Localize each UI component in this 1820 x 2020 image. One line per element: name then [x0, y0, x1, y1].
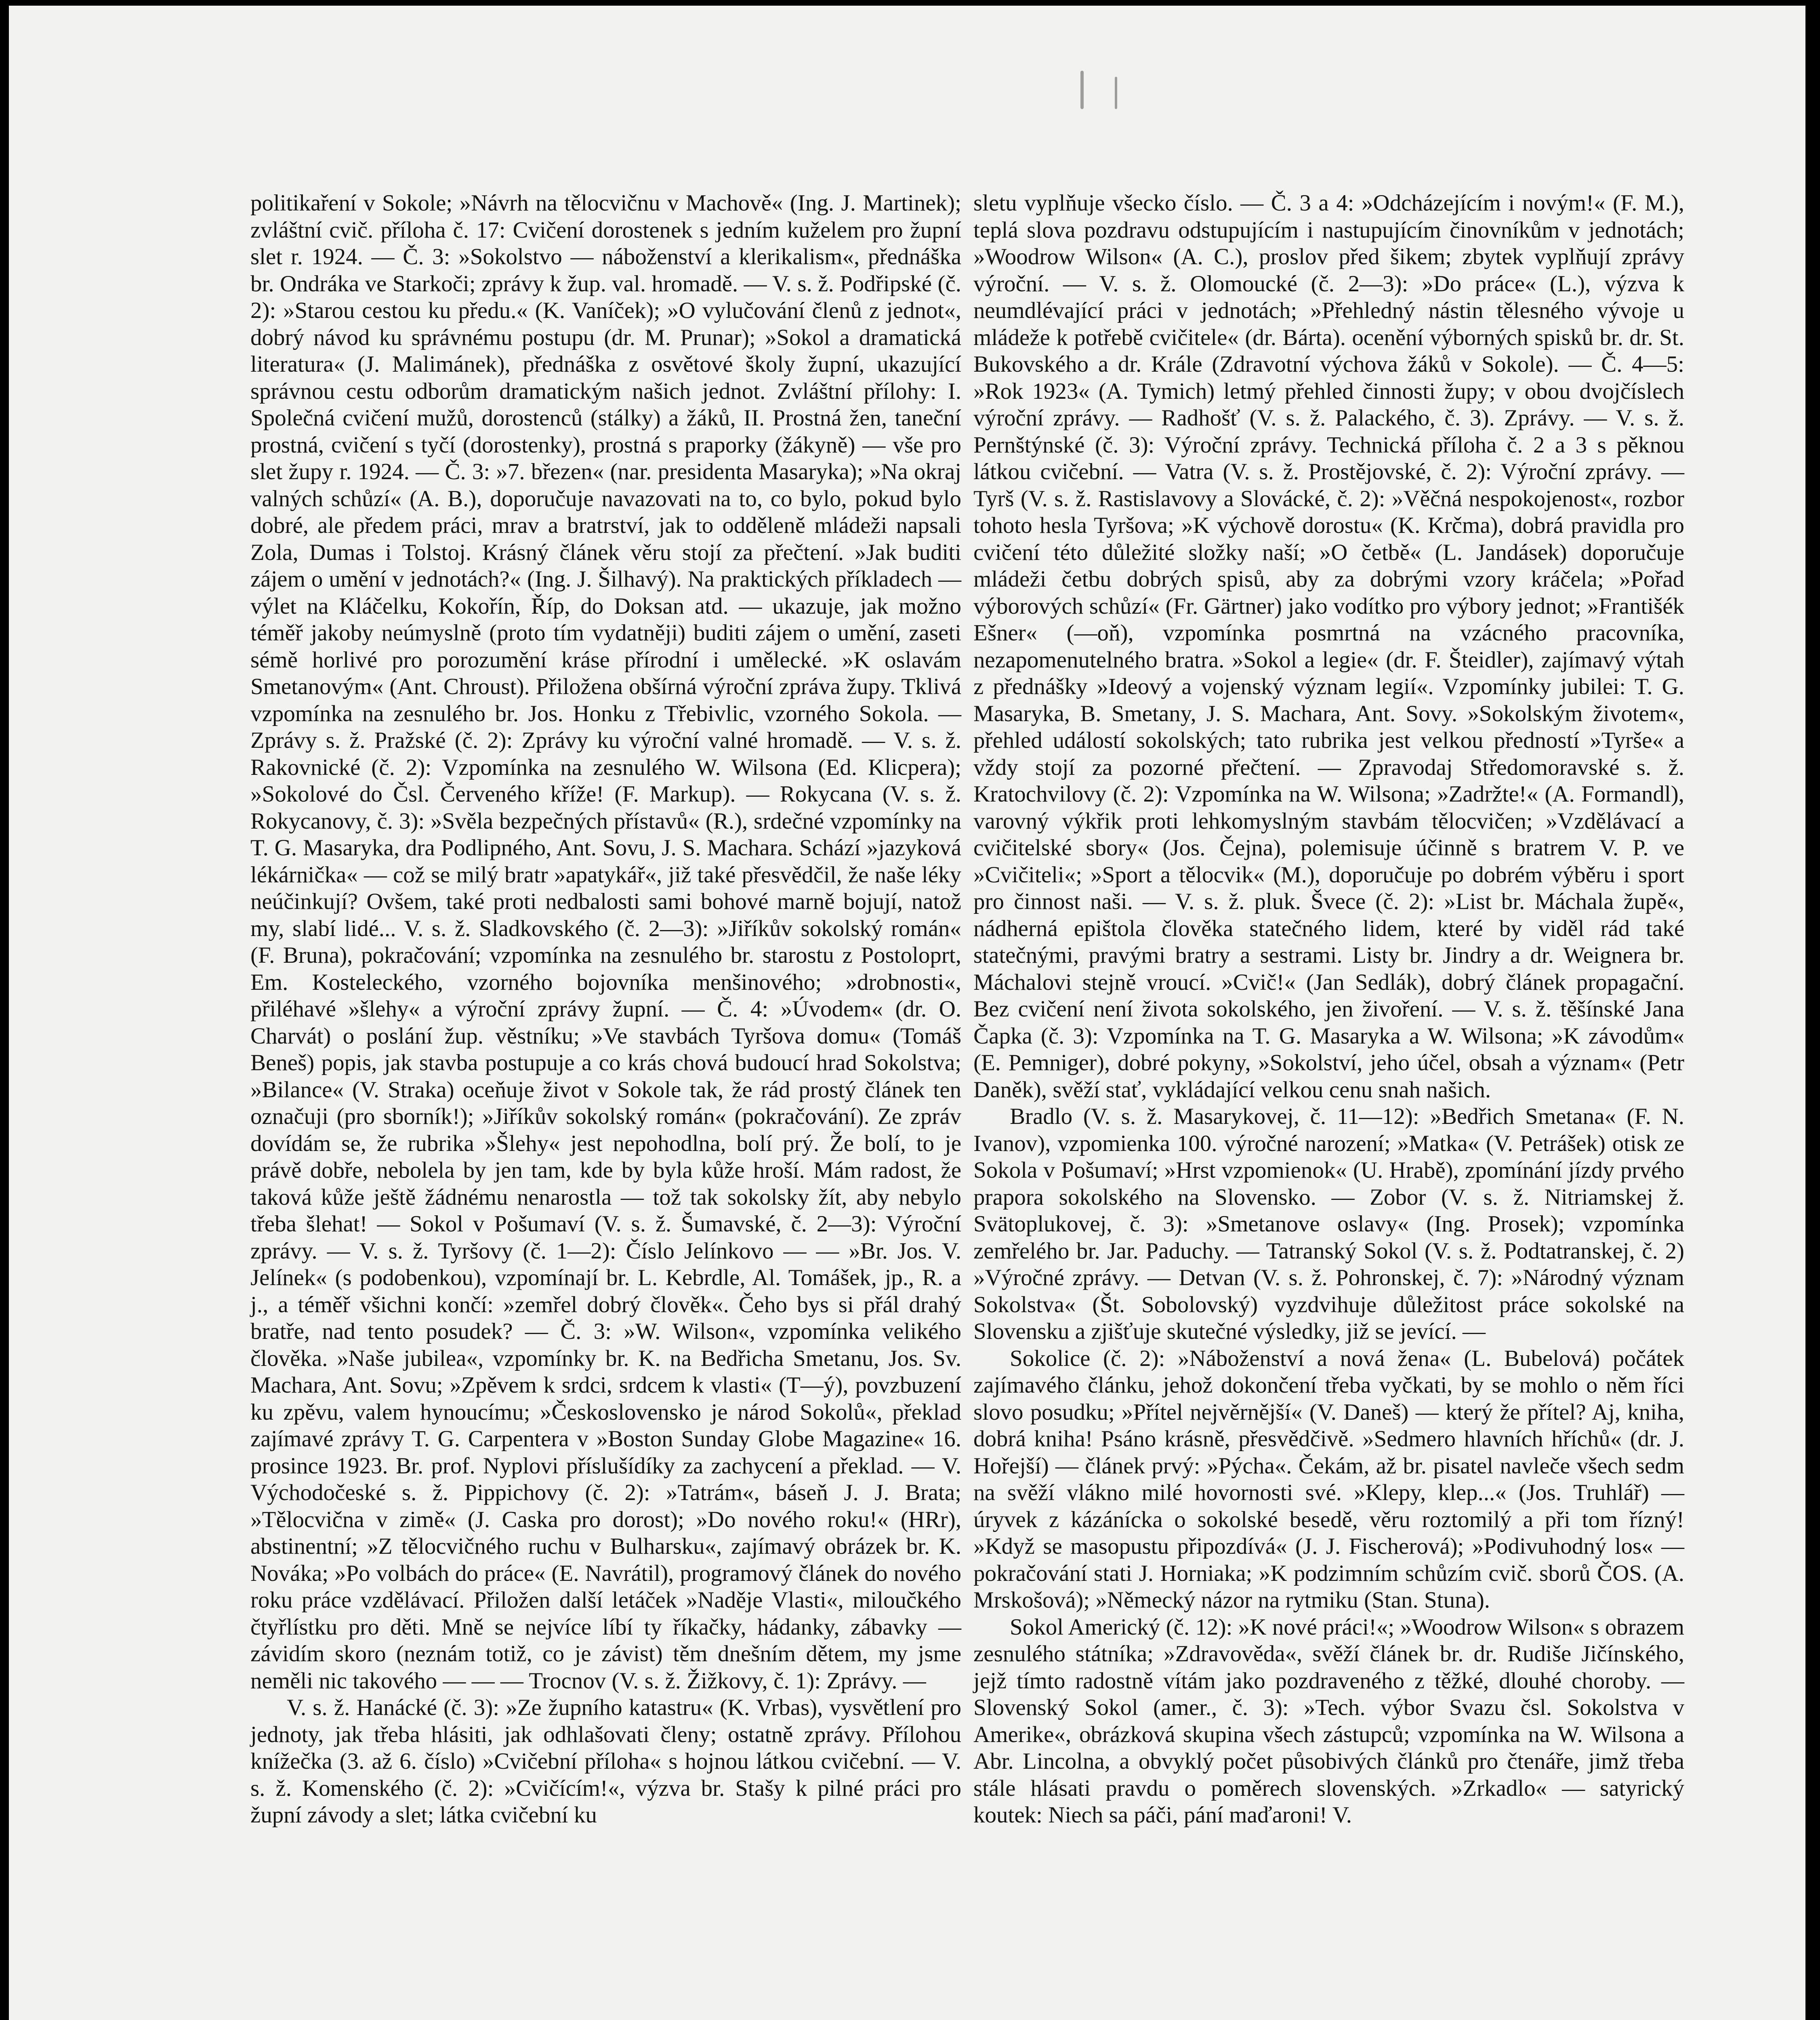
scan-mark: [1115, 77, 1117, 109]
paragraph: Sokol Americký (č. 12): »K nové práci!«; »Woodrow Wilson« s obrazem zesnulého státníka; »Zdravověda«, svěží článek br. dr. Rudiše Jičínského, jejž tímto radostně vítám jako pozdraveného z těžké, dlouhé choroby. — Slovenský Sokol (amer., č. 3): »Tech. výbor Svazu čsl. Sokolstva v Amerike«, obrázková skupina všech zástupců; vzpomínka na W. Wilsona a Abr. Lincolna, a obvyklý počet působivých článků pro čtenáře, jimž třeba stále hlásati pravdu o poměrech slovenských. »Zrkadlo« — satyrický koutek: Niech sa páči, pání maďaroni! V.: [973, 1614, 1684, 1828]
paragraph: V. s. ž. Hanácké (č. 3): »Ze župního katastru« (K. Vrbas), vysvětlení pro jednoty, jak třeba hlásiti, jak odhlašovati členy; ostatně zprávy. Přílohou knížečka (3. až 6. číslo) »Cvičební příloha« s hojnou látkou cvičební. — V. s. ž. Komenského (č. 2): »Cvičícím!«, výzva br. Stašy k pilné práci pro župní závody a slet; látka cvičební ku: [250, 1695, 961, 1828]
left-column: [250, 190, 961, 1829]
paragraph: politikaření v Sokole; »Návrh na tělocvičnu v Machově« (Ing. J. Martinek); zvláštní cvič. příloha č. 17: Cvičení dorostenek s jedním kuželem pro župní slet r. 1924. — Č. 3: »Sokolstvo — náboženství a klerikalism«, přednáška br. Ondráka ve Starkoči; zprávy k žup. val. hromadě. — V. s. ž. Podřipské (č. 2): »Starou cestou ku předu.« (K. Vaníček); »O vylučování členů z jednot«, dobrý návod ku správnému postupu (dr. M. Prunar); »Sokol a dramatická literatura« (J. Malimánek), přednáška z osvětové školy župní, ukazující správnou cestu odborům dramatickým našich jednot. Zvláštní přílohy: I. Společná cvičení mužů, dorostenců (stálky) a žáků, II. Prostná žen, taneční prostná, cvičení s tyčí (dorostenky), prostná s praporky (žákyně) — vše pro slet župy r. 1924. — Č. 3: »7. březen« (nar. presidenta Masaryka); »Na okraj valných schůzí« (A. B.), doporučuje navazovati na to, co bylo, pokud bylo dobré, ale předem práci, mrav a bratrství, jak to odděleně mládeži napsali Zola, Dumas i Tolstoj. Krásný článek věru stojí za přečtení. »Jak buditi zájem o umění v jednotách?« (Ing. J. Šilhavý). Na praktických příkladech — výlet na Kláčelku, Kokořín, Říp, do Doksan atd. — ukazuje, jak možno téměř jakoby neúmyslně (proto tím vydatněji) buditi zájem o umění, zaseti sémě horlivé pro porozumění kráse přírodní i umělecké. »K oslavám Smetanovým« (Ant. Chroust). Přiložena obšírná výroční zpráva župy. Tklivá vzpomínka na zesnulého br. Jos. Honku z Třebivlic, vzorného Sokola. — Zprávy s. ž. Pražské (č. 2): Zprávy ku výroční valné hromadě. — V. s. ž. Rakovnické (č. 2): Vzpomínka na zesnulého W. Wilsona (Ed. Klicpera); »Sokolové do Čsl. Červeného kříže! (F. Markup). — Rokycana (V. s. ž. Rokycanovy, č. 3): »Svěla bezpečných přístavů« (R.), srdečné vzpomínky na T. G. Masaryka, dra Podlipného, Ant. Sovu, J. S. Machara. Schází »jazyková lékárnička« — což se milý bratr »apatykář«, již také přesvědčil, že naše léky neúčinkují? Ovšem, také proti nedbalosti sami bohové marně bojují, natož my, slabí lidé... V. s. ž. Sladkovského (č. 2—3): »Jiříkův sokolský román« (F. Bruna), pokračování; vzpomínka na zesnulého br. starostu z Postoloprt, Em. Kosteleckého, vzorného bojovníka menšinového; »drobnosti«, přiléhavé »šlehy« a výroční zprávy župní. — Č. 4: »Úvodem« (dr. O. Charvát) o poslání žup. věstníku; »Ve stavbách Tyršova domu« (Tomáš Beneš) popis, jak stavba postupuje a co krás chová budoucí hrad Sokolstva; »Bilance« (V. Straka) oceňuje život v Sokole tak, že rád prostý článek ten označuji (pro sborník!); »Jiříkův sokolský román« (pokračování). Ze zpráv dovídám se, že rubrika »Šlehy« jest nepohodlna, bolí prý. Že bolí, to je právě dobře, nebolela by jen tam, kde by byla kůže hroší. Mám radost, že taková kůže ještě žádnému nenarostla — tož tak sokolsky žít, aby nebylo třeba šlehat! — Sokol v Pošumaví (V. s. ž. Šumavské, č. 2—3): Výroční zprávy. — V. s. ž. Tyršovy (č. 1—2): Číslo Jelínkovo — — »Br. Jos. V. Jelínek« (s podobenkou), vzpomínají br. L. Kebrdle, Al. Tomášek, jp., R. a j., a téměř všichni končí: »zemřel dobrý člověk«. Čeho bys si přál drahý bratře, nad tento posudek? — Č. 3: »W. Wilson«, vzpomínka velikého člověka. »Naše jubilea«, vzpomínky br. K. na Bedřicha Smetanu, Jos. Sv. Machara, Ant. Sovu; »Zpěvem k srdci, srdcem k vlasti« (T—ý), povzbuzení ku zpěvu, valem hynoucímu; »Československo je národ Sokolů«, překlad zajímavé zprávy T. G. Carpentera v »Boston Sunday Globe Magazine« 16. prosince 1923. Br. prof. Nyplovi příslušídíky za zachycení a překlad. — V. Východočeské s. ž. Pippichovy (č. 2): »Tatrám«, báseň J. J. Brata; »Tělocvična v zimě« (J. Caska pro dorost); »Do nového roku!« (HRr), abstinentní; »Z tělocvičného ruchu v Bulharsku«, zajímavý obrázek br. K. Nováka; »Po volbách do práce« (E. Navrátil), programový článek do nového roku práce vzdělávací. Přiložen další letáček »Naděje Vlasti«, miloučkého čtyřlístku pro děti. Mně se nejvíce líbí ty říkačky, hádanky, zábavky — závidím skoro (neznám totiž, co je závist) těm dnešním dětem, my jsme neměli nic takového — — — Trocnov (V. s. ž. Žižkovy, č. 1): Zprávy. —: [250, 190, 961, 1694]
right-column: [973, 190, 1684, 1829]
paragraph: Bradlo (V. s. ž. Masarykovej, č. 11—12): »Bedřich Smetana« (F. N. Ivanov), vzpomienka 100. výročné narození; »Matka« (V. Petrášek) otisk ze Sokola v Pošumaví; »Hrst vzpomienok« (U. Hrabě), zpomínání jízdy prvého prapora sokolského na Slovensko. — Zobor (V. s. ž. Nitriamskej ž. Svätoplukovej, č. 3): »Smetanove oslavy« (Ing. Prosek); vzpomínka zemřelého br. Jar. Paduchy. — Tatranský Sokol (V. s. ž. Podtatranskej, č. 2) »Výročné zprávy. — Detvan (V. s. ž. Pohronskej, č. 7): »Národný význam Sokolstva« (Št. Sobolovský) vyzdvihuje důležitost práce sokolské na Slovensku a zjišťuje skutečné výsledky, již se jevící. —: [973, 1104, 1684, 1344]
paragraph: Sokolice (č. 2): »Náboženství a nová žena« (L. Bubelová) počátek zajímavého článku, jehož dokončení třeba vyčkati, by se mohlo o něm říci slovo posudku; »Přítel nejvěrnější« (V. Daneš) — který že přítel? Aj, kniha, dobrá kniha! Psáno krásně, přesvědčivě. »Sedmero hlavních hříchů« (dr. J. Hořejší) — článek prvý: »Pýcha«. Čekám, až br. pisatel navleče všech sedm na svěží vlákno milé hovornosti své. »Klepy, klep...« (Jos. Truhlář) — úryvek z kázánícka o sokolské besedě, věru roztomilý a při tom řízný! »Když se masopustu připozdívá« (J. J. Fischerová); »Podivuhodný los« — pokračování stati J. Horniaka; »K podzimním schůzím cvič. sborů ČOS. (A. Mrskošová); »Německý názor na rytmiku (Stan. Stuna).: [973, 1345, 1684, 1613]
scan-mark: [1080, 71, 1084, 109]
paragraph: sletu vyplňuje všecko číslo. — Č. 3 a 4: »Odcházejícím i novým!« (F. M.), teplá slova pozdravu odstupujícím i nastupujícím činovníkům v jednotách; »Woodrow Wilson« (A. C.), proslov před šikem; zbytek vyplňují zprávy výroční. — V. s. ž. Olomoucké (č. 2—3): »Do práce« (L.), výzva k neumdlévající práci v jednotách; »Přehledný nástin tělesného vývoje u mládeže k potřebě cvičitele« (dr. Bárta). ocenění výborných spisků br. dr. St. Bukovského a dr. Krále (Zdravotní výchova žáků v Sokole). — Č. 4—5: »Rok 1923« (A. Tymich) letmý přehled činnosti župy; v obou dvojčíslech výroční zprávy. — Radhošť (V. s. ž. Palackého, č. 3). Zprávy. — V. s. ž. Pernštýnské (č. 3): Výroční zprávy. Technická příloha č. 2 a 3 s pěknou látkou cvičební. — Vatra (V. s. ž. Prostějovské, č. 2): Výroční zprávy. — Tyrš (V. s. ž. Rastislavovy a Slovácké, č. 2): »Věčná nespokojenost«, rozbor tohoto hesla Tyršova; »K výchově dorostu« (K. Krčma), dobrá pravidla pro cvičení této důležité složky naší; »O četbě« (L. Jandásek) doporučuje mládeži četbu dobrých spisů, aby za dobrými vzory kráčela; »Pořad výborových schůzí« (Fr. Gärtner) jako vodítko pro výbory jednot; »Františék Ešner« (—oň), vzpomínka posmrtná na vzácného pracovníka, nezapomenutelného bratra. »Sokol a legie« (dr. F. Šteidler), zajímavý výtah z přednášky »Ideový a vojenský význam legií«. Vzpomínky jubilei: T. G. Masaryka, B. Smetany, J. S. Machara, Ant. Sovy. »Sokolským životem«, přehled událostí sokolských; tato rubrika jest velkou předností »Tyrše« a vždy stojí za pozorné přečtení. — Zpravodaj Středomoravské s. ž. Kratochvilovy (č. 2): Vzpomínka na W. Wilsona; »Zadržte!« (A. Formandl), varovný výkřik proti lehkomyslným stavbám tělocvičen; »Vzdělávací a cvičitelské sbory« (Jos. Čejna), polemisuje účinně s bratrem V. P. ve »Cvičiteli«; »Sport a tělocvik« (M.), doporučuje po dobrém výběru i sport pro činnost naši. — V. s. ž. pluk. Švece (č. 2): »List br. Máchala župě«, nádherná epištola člověka statečného lidem, které by viděl rád také statečnými, pravými bratry a sestrami. Listy br. Jindry a dr. Weignera br. Máchalovi stejně vroucí. »Cvič!« (Jan Sedlák), dobrý článek propagační. Bez cvičení není života sokolského, jen živoření. — V. s. ž. těšínské Jana Čapka (č. 3): Vzpomínka na T. G. Masaryka a W. Wilsona; »K závodům« (E. Pemniger), dobré pokyny, »Sokolství, jeho účel, obsah a význam« (Petr Daněk), svěží stať, vykládající velkou cenu snah našich.: [973, 190, 1684, 1103]
